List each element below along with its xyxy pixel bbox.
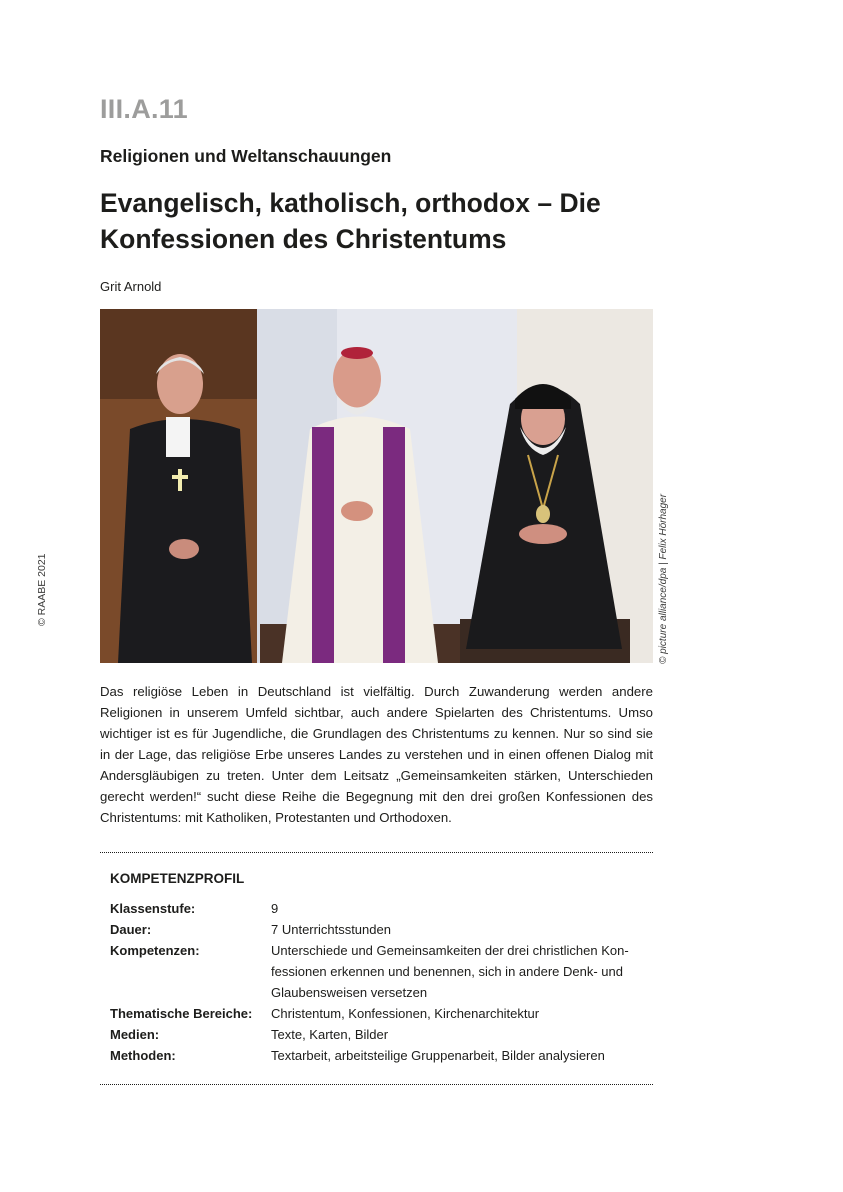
copyright-notice: © RAABE 2021 bbox=[36, 553, 48, 626]
cover-photo bbox=[100, 309, 653, 663]
unit-code: III.A.11 bbox=[100, 94, 188, 124]
divider-bottom bbox=[100, 1084, 653, 1085]
orthodox-hands bbox=[519, 524, 567, 544]
protestant-face bbox=[157, 354, 203, 414]
profile-row-topics bbox=[110, 1003, 650, 1024]
zucchetto bbox=[341, 347, 373, 359]
catholic-hands bbox=[341, 501, 373, 521]
protestant-hands bbox=[169, 539, 199, 559]
profile-label: Thematische Bereiche: bbox=[110, 1006, 253, 1021]
profile-heading: KOMPETENZPROFIL bbox=[110, 871, 245, 886]
author-name: Grit Arnold bbox=[100, 279, 162, 294]
document-title: Evangelisch, katholisch, orthodox – Die Konfessionen des Christentums bbox=[100, 188, 601, 254]
photo-illustration bbox=[100, 309, 653, 663]
profile-value: Texte, Karten, Bilder bbox=[271, 1027, 389, 1042]
profile-value: Textarbeit, arbeitsteilige Gruppenarbeit, Bilder analysieren bbox=[271, 1048, 605, 1063]
profile-row-media bbox=[110, 1024, 650, 1045]
profile-value: 7 Unterrichtsstunden bbox=[271, 922, 391, 937]
profile-row-duration bbox=[110, 919, 650, 940]
stole-right bbox=[383, 427, 405, 663]
profile-row-grade bbox=[110, 898, 650, 919]
profile-label: Medien: bbox=[110, 1027, 160, 1042]
panagia bbox=[536, 505, 550, 523]
profile-label: Methoden: bbox=[110, 1048, 176, 1063]
profile-row-competences bbox=[110, 940, 650, 1003]
profile-label: Klassenstufe: bbox=[110, 901, 196, 916]
cross-pendant bbox=[178, 469, 182, 491]
profile-value: Christentum, Konfessionen, Kirchenarchitektur bbox=[271, 1006, 540, 1021]
cross-bar bbox=[172, 475, 188, 479]
profile-value: Unterschiede und Gemeinsamkeiten der drei christlichen Konfessionen erkennen und benennen, sich in andere Denk- und Glaubensweisen versetzen bbox=[271, 943, 629, 1000]
profile-row-methods bbox=[110, 1045, 650, 1066]
bands bbox=[166, 417, 190, 457]
divider-top bbox=[100, 852, 653, 853]
stole-left bbox=[312, 427, 334, 663]
intro-paragraph: Das religiöse Leben in Deutschland ist vielfältig. Durch Zuwanderung werden andere Religionen in unserem Umfeld sichtbar, auch andere Spielarten des Christentums. Umso wichtiger ist es für Jugendliche, die Grundlagen des Christentums zu kennen. Nur so sind sie in der Lage, das religiöse Erbe unseres Landes zu verstehen und in einen offenen Dialog mit Andersgläubigen zu treten. Unter dem Leitsatz „Gemeinsamkeiten stärken, Unterschieden gerecht werden!“ sucht diese Reihe die Begegnung mit den drei großen Konfessionen des Christentums: mit Katholiken, Protestanten und Orthodoxen. bbox=[100, 684, 653, 825]
profile-label: Dauer: bbox=[110, 922, 152, 937]
competence-profile bbox=[110, 898, 650, 1066]
photo-credit: © picture alliance/dpa | Felix Hörhager bbox=[658, 493, 669, 664]
series-title: Religionen und Weltanschauungen bbox=[100, 146, 392, 166]
profile-value: 9 bbox=[271, 901, 279, 916]
profile-label: Kompetenzen: bbox=[110, 943, 200, 958]
